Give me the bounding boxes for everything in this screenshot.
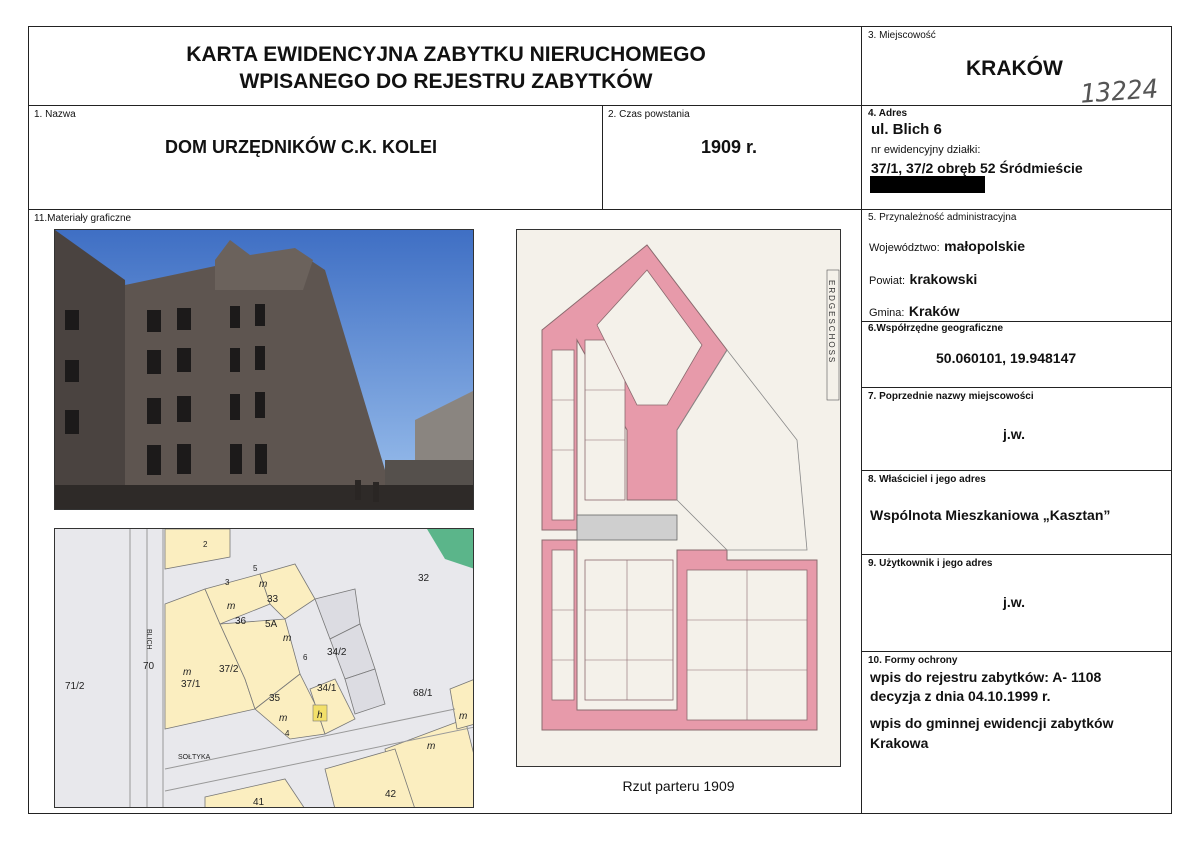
- commune-row: [869, 303, 960, 321]
- voivodeship-label: Województwo:: [869, 242, 940, 254]
- commune-label: Gmina:: [869, 307, 905, 319]
- map-parcel-37-1: 37/1: [181, 679, 201, 690]
- map-street-blich: BLICH: [145, 629, 152, 650]
- map-parcel-34-2: 34/2: [327, 647, 347, 658]
- monument-name: DOM URZĘDNIKÓW C.K. KOLEI: [165, 137, 437, 157]
- map-parcel-37-2: 37/2: [219, 664, 239, 675]
- map-number-4: 4: [285, 729, 290, 738]
- floor-plan-image: [516, 229, 841, 767]
- map-m-3: m: [283, 633, 292, 644]
- address-street: ul. Blich 6: [871, 121, 942, 138]
- protection-decision: decyzja z dnia 04.10.1999 r.: [870, 688, 1051, 704]
- address-label: 4. Adres: [868, 108, 908, 119]
- map-parcel-5a: 5A: [265, 619, 278, 630]
- map-parcel-35: 35: [269, 693, 281, 704]
- graphics-label: 11.Materiały graficzne: [34, 213, 132, 224]
- coords-label: 6.Współrzędne geograficzne: [868, 323, 1004, 334]
- user-box: [861, 554, 1172, 652]
- floor-plan-caption: Rzut parteru 1909: [622, 778, 735, 794]
- map-parcel-68-1: 68/1: [413, 688, 433, 699]
- map-number-5: 5: [253, 564, 258, 573]
- county-label: Powiat:: [869, 275, 906, 287]
- admin-box: [861, 209, 1172, 322]
- parcel-label: nr ewidencyjny działki:: [871, 144, 981, 156]
- county-row: [869, 271, 977, 289]
- map-street-soltyka: SOŁTYKA: [178, 754, 211, 761]
- redaction-bar: [870, 176, 985, 193]
- map-number-6: 6: [303, 653, 308, 662]
- map-parcel-33: 33: [267, 594, 279, 605]
- locality-value: KRAKÓW: [966, 57, 1063, 80]
- map-parcel-70: 70: [143, 661, 155, 672]
- construction-time: 1909 r.: [701, 137, 758, 157]
- protection-municipal-entry: wpis do gminnej ewidencji zabytków: [870, 715, 1114, 731]
- map-number-2: 2: [203, 540, 208, 549]
- map-parcel-34-1: 34/1: [317, 683, 337, 694]
- map-m-6: m: [427, 741, 436, 752]
- voivodeship-row: [869, 238, 1025, 256]
- cadastral-map: [54, 528, 474, 808]
- previous-names-label: 7. Poprzednie nazwy miejscowości: [868, 391, 1034, 402]
- name-box: [28, 105, 603, 210]
- coords-box: [861, 321, 1172, 388]
- map-parcel-36: 36: [235, 616, 247, 627]
- locality-box: [861, 26, 1172, 110]
- handwritten-number: 13224: [1079, 74, 1160, 110]
- map-parcel-32: 32: [418, 573, 430, 584]
- user-value: j.w.: [1003, 594, 1026, 610]
- map-m-5: m: [279, 713, 288, 724]
- map-parcel-42: 42: [385, 789, 397, 800]
- name-label: 1. Nazwa: [34, 109, 76, 120]
- previous-names-box: [861, 387, 1172, 471]
- card-title-line2: WPISANEGO DO REJESTRU ZABYTKÓW: [239, 70, 653, 93]
- time-box: [602, 105, 862, 210]
- coords-value: 50.060101, 19.948147: [936, 350, 1077, 366]
- commune-value: Kraków: [908, 303, 960, 319]
- map-m-7: m: [459, 711, 468, 722]
- admin-label: 5. Przynależność administracyjna: [868, 212, 1017, 223]
- county-value: krakowski: [909, 271, 978, 287]
- map-h: h: [317, 710, 323, 721]
- map-m-4: m: [183, 667, 192, 678]
- map-number-3: 3: [225, 578, 230, 587]
- map-parcel-71-2: 71/2: [65, 681, 85, 692]
- previous-names-value: j.w.: [1003, 426, 1026, 442]
- map-parcel-41: 41: [253, 797, 265, 808]
- owner-box: [861, 470, 1172, 555]
- user-label: 9. Użytkownik i jego adres: [868, 558, 993, 569]
- parcel-value: 37/1, 37/2 obręb 52 Śródmieście: [871, 160, 1083, 176]
- floor-plan-side-text: ERDGESCHOSS: [827, 280, 836, 365]
- owner-value: Wspólnota Mieszkaniowa „Kasztan”: [870, 507, 1111, 523]
- map-m-1: m: [259, 579, 268, 590]
- facade-photo: [54, 229, 474, 510]
- map-m-2: m: [227, 601, 236, 612]
- protection-box: [861, 651, 1172, 814]
- owner-label: 8. Właściciel i jego adres: [868, 474, 986, 485]
- address-box: [861, 105, 1172, 210]
- protection-label: 10. Formy ochrony: [868, 655, 958, 666]
- header-box: [28, 26, 862, 106]
- locality-label: 3. Miejscowość: [868, 30, 936, 41]
- protection-registry-entry: wpis do rejestru zabytków: A- 1108: [870, 669, 1102, 685]
- card-title-line1: KARTA EWIDENCYJNA ZABYTKU NIERUCHOMEGO: [186, 43, 706, 66]
- voivodeship-value: małopolskie: [944, 238, 1026, 254]
- protection-municipal-city: Krakowa: [870, 735, 929, 751]
- time-label: 2. Czas powstania: [608, 109, 690, 120]
